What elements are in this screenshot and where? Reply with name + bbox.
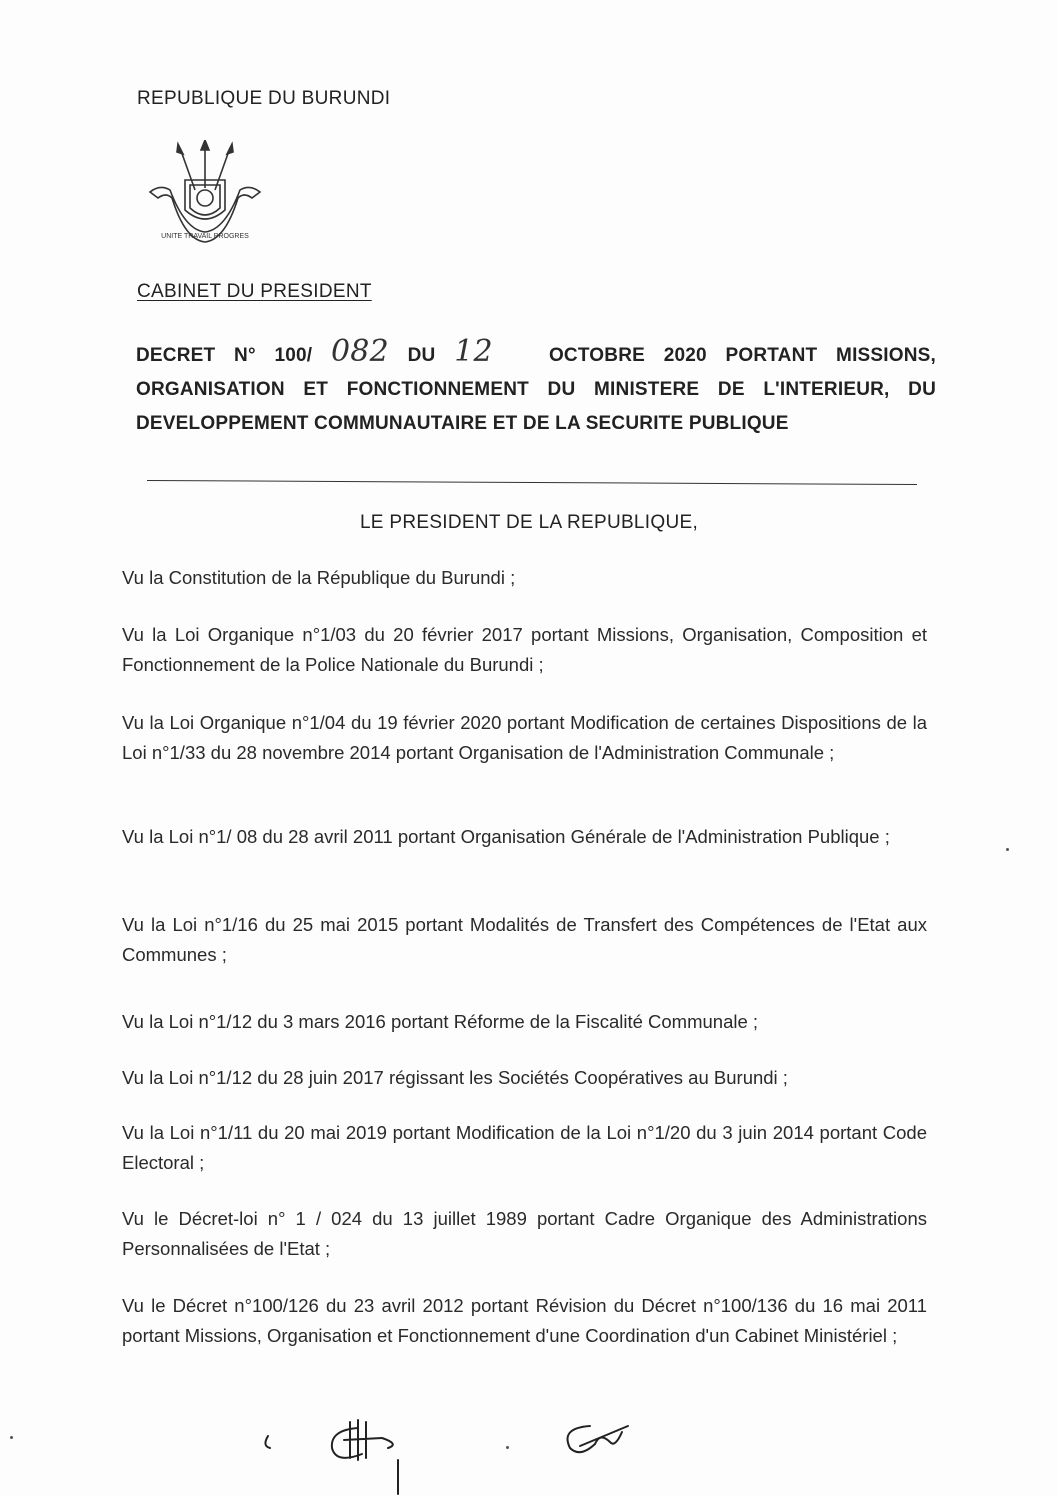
recital-7: Vu la Loi n°1/12 du 28 juin 2017 régissant les Sociétés Coopératives au Burundi ;: [122, 1067, 788, 1088]
decree-prefix: DECRET N° 100/: [136, 345, 313, 366]
recital-9: Vu le Décret-loi n° 1 / 024 du 13 juillet 1989 portant Cadre Organique des Administrations Personnalisées de l'Etat ;: [122, 1208, 927, 1259]
scan-speck: [506, 1446, 509, 1449]
handwritten-initials-icon: [250, 1418, 650, 1496]
scan-speck: [1006, 848, 1009, 851]
decree-du: DU: [407, 345, 436, 366]
republic-heading: REPUBLIQUE DU BURUNDI: [137, 88, 391, 109]
title-divider: [147, 480, 917, 485]
scan-speck: [10, 1436, 13, 1439]
decree-number-handwritten: 082: [331, 334, 389, 369]
recital-5: Vu la Loi n°1/16 du 25 mai 2015 portant Modalités de Transfert des Compétences de l'Etat aux Communes ;: [122, 914, 927, 965]
decree-day-handwritten: 12: [454, 334, 493, 369]
emblem-motto: UNITE TRAVAIL PROGRES: [161, 233, 249, 240]
recital-8: Vu la Loi n°1/11 du 20 mai 2019 portant Modification de la Loi n°1/20 du 3 juin 2014 portant Code Electoral ;: [122, 1122, 927, 1173]
recital-4: Vu la Loi n°1/ 08 du 28 avril 2011 portant Organisation Générale de l'Administration Publique ;: [122, 826, 890, 847]
recital-2: Vu la Loi Organique n°1/03 du 20 février 2017 portant Missions, Organisation, Composition et Fonctionnement de la Police Nationale du Burundi ;: [122, 624, 927, 675]
decree-title: [136, 335, 936, 441]
cabinet-heading: CABINET DU PRESIDENT: [137, 281, 372, 302]
recital-6: Vu la Loi n°1/12 du 3 mars 2016 portant Réforme de la Fiscalité Communale ;: [122, 1011, 759, 1032]
president-heading: LE PRESIDENT DE LA REPUBLIQUE,: [359, 512, 699, 533]
decree-title-rest: OCTOBRE 2020 PORTANT MISSIONS, ORGANISATION ET FONCTIONNEMENT DU MINISTERE DE L'INTERIEUR, DU DEVELOPPEMENT COMMUNAUTAIRE ET DE LA SECURITE PUBLIQUE: [136, 345, 937, 434]
recital-3: Vu la Loi Organique n°1/04 du 19 février 2020 portant Modification de certaines Dispositions de la Loi n°1/33 du 28 novembre 2014 portant Organisation de l'Administration Communale ;: [122, 712, 927, 763]
recital-10: Vu le Décret n°100/126 du 23 avril 2012 portant Révision du Décret n°100/136 du 16 mai 2011 portant Missions, Organisation et Fonctionnement d'une Coordination d'un Cabinet Ministériel ;: [122, 1295, 927, 1346]
recital-1: Vu la Constitution de la République du Burundi ;: [122, 567, 516, 588]
burundi-coat-of-arms-icon: [140, 140, 270, 250]
